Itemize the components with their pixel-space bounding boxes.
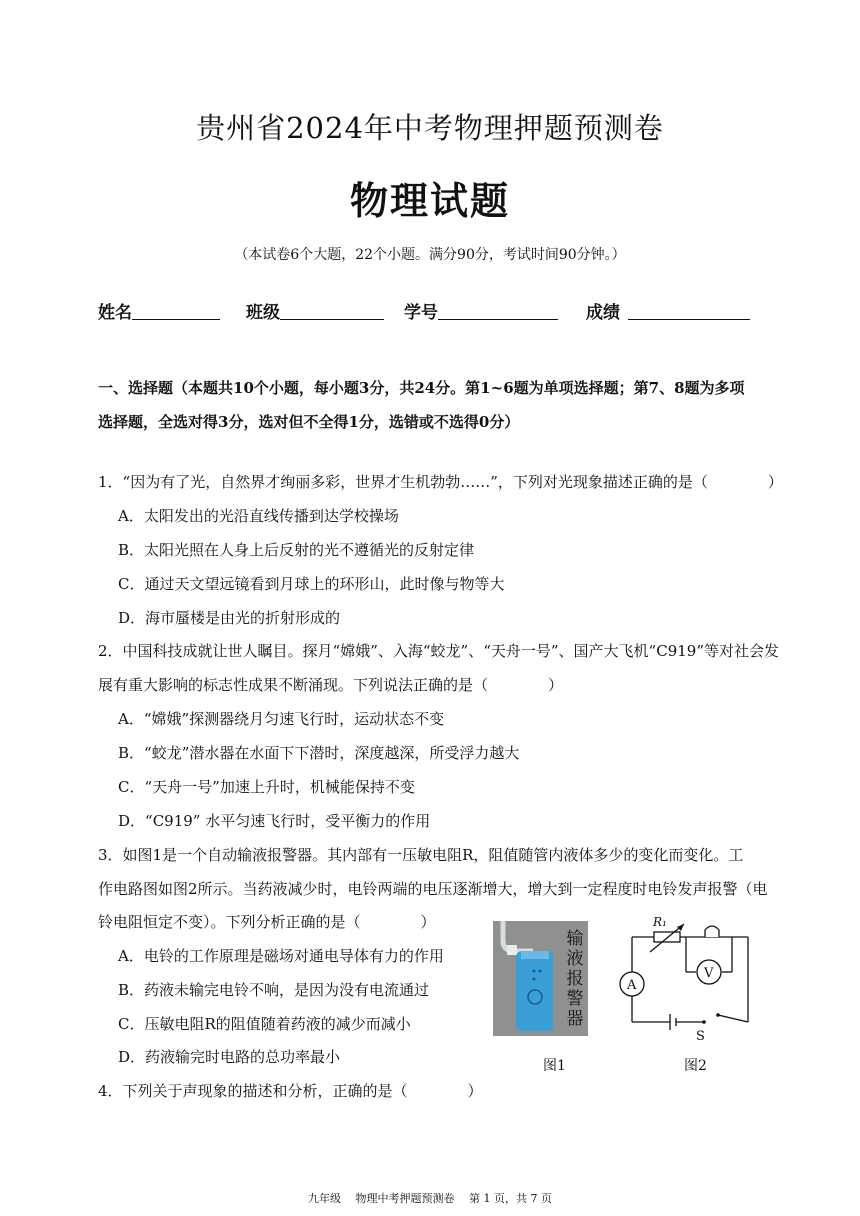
question-2-stem-line1: 2．中国科技成就让世人瞩目。探月“嫦娥”、入海“蛟龙”、“天舟一号”、国产大飞机“C919”等对社会发	[98, 642, 780, 660]
figure-2-circuit-diagram	[612, 912, 760, 1044]
question-3-option-a[interactable]: A．电铃的工作原理是磁场对通电导体有力的作用	[118, 947, 444, 965]
name-blank[interactable]	[132, 304, 220, 320]
question-1-option-c[interactable]: C．通过天文望远镜看到月球上的环形山，此时像与物等大	[118, 575, 505, 593]
question-1-option-d[interactable]: D．海市蜃楼是由光的折射形成的	[118, 609, 341, 627]
question-4-stem: 4．下列关于声现象的描述和分析，正确的是（ ）	[98, 1082, 483, 1100]
number-field[interactable]	[404, 298, 558, 323]
number-blank[interactable]	[438, 304, 558, 320]
question-3-option-c[interactable]: C．压敏电阻R的阻值随着药液的减少而减小	[118, 1015, 411, 1033]
figure-1-caption: 图1	[543, 1058, 566, 1074]
score-blank[interactable]	[628, 304, 750, 320]
question-3-stem-line3: 铃电阻恒定不变）。下列分析正确的是（ ）	[98, 913, 436, 931]
section1-heading-line2: 选择题，全选对得3分，选对但不全得1分，选错或不选得0分）	[98, 413, 520, 431]
question-1-option-a[interactable]: A．太阳发出的光沿直线传播到达学校操场	[118, 507, 399, 525]
question-2-option-c[interactable]: C．“天舟一号”加速上升时，机械能保持不变	[118, 778, 415, 796]
switch-label: S	[696, 1029, 705, 1044]
question-2-stem-line2: 展有重大影响的标志性成果不断涌现。下列说法正确的是（ ）	[98, 676, 564, 694]
resistor-label: R₁	[653, 915, 667, 929]
question-2-option-b[interactable]: B．“蛟龙”潜水器在水面下下潜时，深度越深，所受浮力越大	[118, 744, 520, 762]
ammeter-label: A	[627, 978, 637, 993]
class-blank[interactable]	[280, 304, 384, 320]
name-label: 姓名	[98, 303, 132, 323]
question-3-stem-line1: 3．如图1是一个自动输液报警器。其内部有一压敏电阻R，阻值随管内液体多少的变化而变化。工	[98, 846, 744, 864]
question-2-option-a[interactable]: A．“嫦娥”探测器绕月匀速飞行时，运动状态不变	[118, 710, 445, 728]
class-field[interactable]	[246, 298, 384, 323]
score-label: 成绩	[586, 303, 620, 323]
figure-2-caption: 图2	[684, 1058, 707, 1074]
score-field[interactable]	[586, 298, 750, 323]
class-label: 班级	[246, 303, 280, 323]
page-footer: 九年级 物理中考押题预测卷 第 1 页，共 7 页	[308, 1192, 552, 1205]
question-3-stem-line2: 作电路图如图2所示。当药液减少时，电铃两端的电压逐渐增大，增大到一定程度时电铃发声报警（电	[98, 880, 768, 898]
section1-heading-line1: 一、选择题（本题共10个小题，每小题3分，共24分。第1~6题为单项选择题；第7、8题为多项	[98, 379, 745, 397]
rheostat-arrow-icon	[677, 924, 684, 931]
question-3-option-b[interactable]: B．药液未输完电铃不响，是因为没有电流通过	[118, 981, 430, 999]
question-3-option-d[interactable]: D．药液输完时电路的总功率最小	[118, 1048, 341, 1066]
device-label: 输液报警器	[566, 929, 584, 1029]
exam-subtitle: 物理试题	[349, 179, 510, 223]
question-1-option-b[interactable]: B．太阳光照在人身上后反射的光不遵循光的反射定律	[118, 541, 475, 559]
name-field[interactable]	[98, 298, 220, 323]
exam-title: 贵州省2024年中考物理押题预测卷	[196, 111, 664, 145]
question-1-stem: 1．“因为有了光，自然界才绚丽多彩，世界才生机勃勃……”，下列对光现象描述正确的是（ ）	[98, 473, 783, 491]
exam-note: （本试卷6个大题，22个小题。满分90分，考试时间90分钟。）	[234, 247, 626, 263]
number-label: 学号	[404, 303, 438, 323]
voltmeter-label: V	[704, 966, 714, 981]
question-2-option-d[interactable]: D．“C919” 水平匀速飞行时，受平衡力的作用	[118, 812, 431, 830]
figure-1-photo	[493, 921, 588, 1036]
